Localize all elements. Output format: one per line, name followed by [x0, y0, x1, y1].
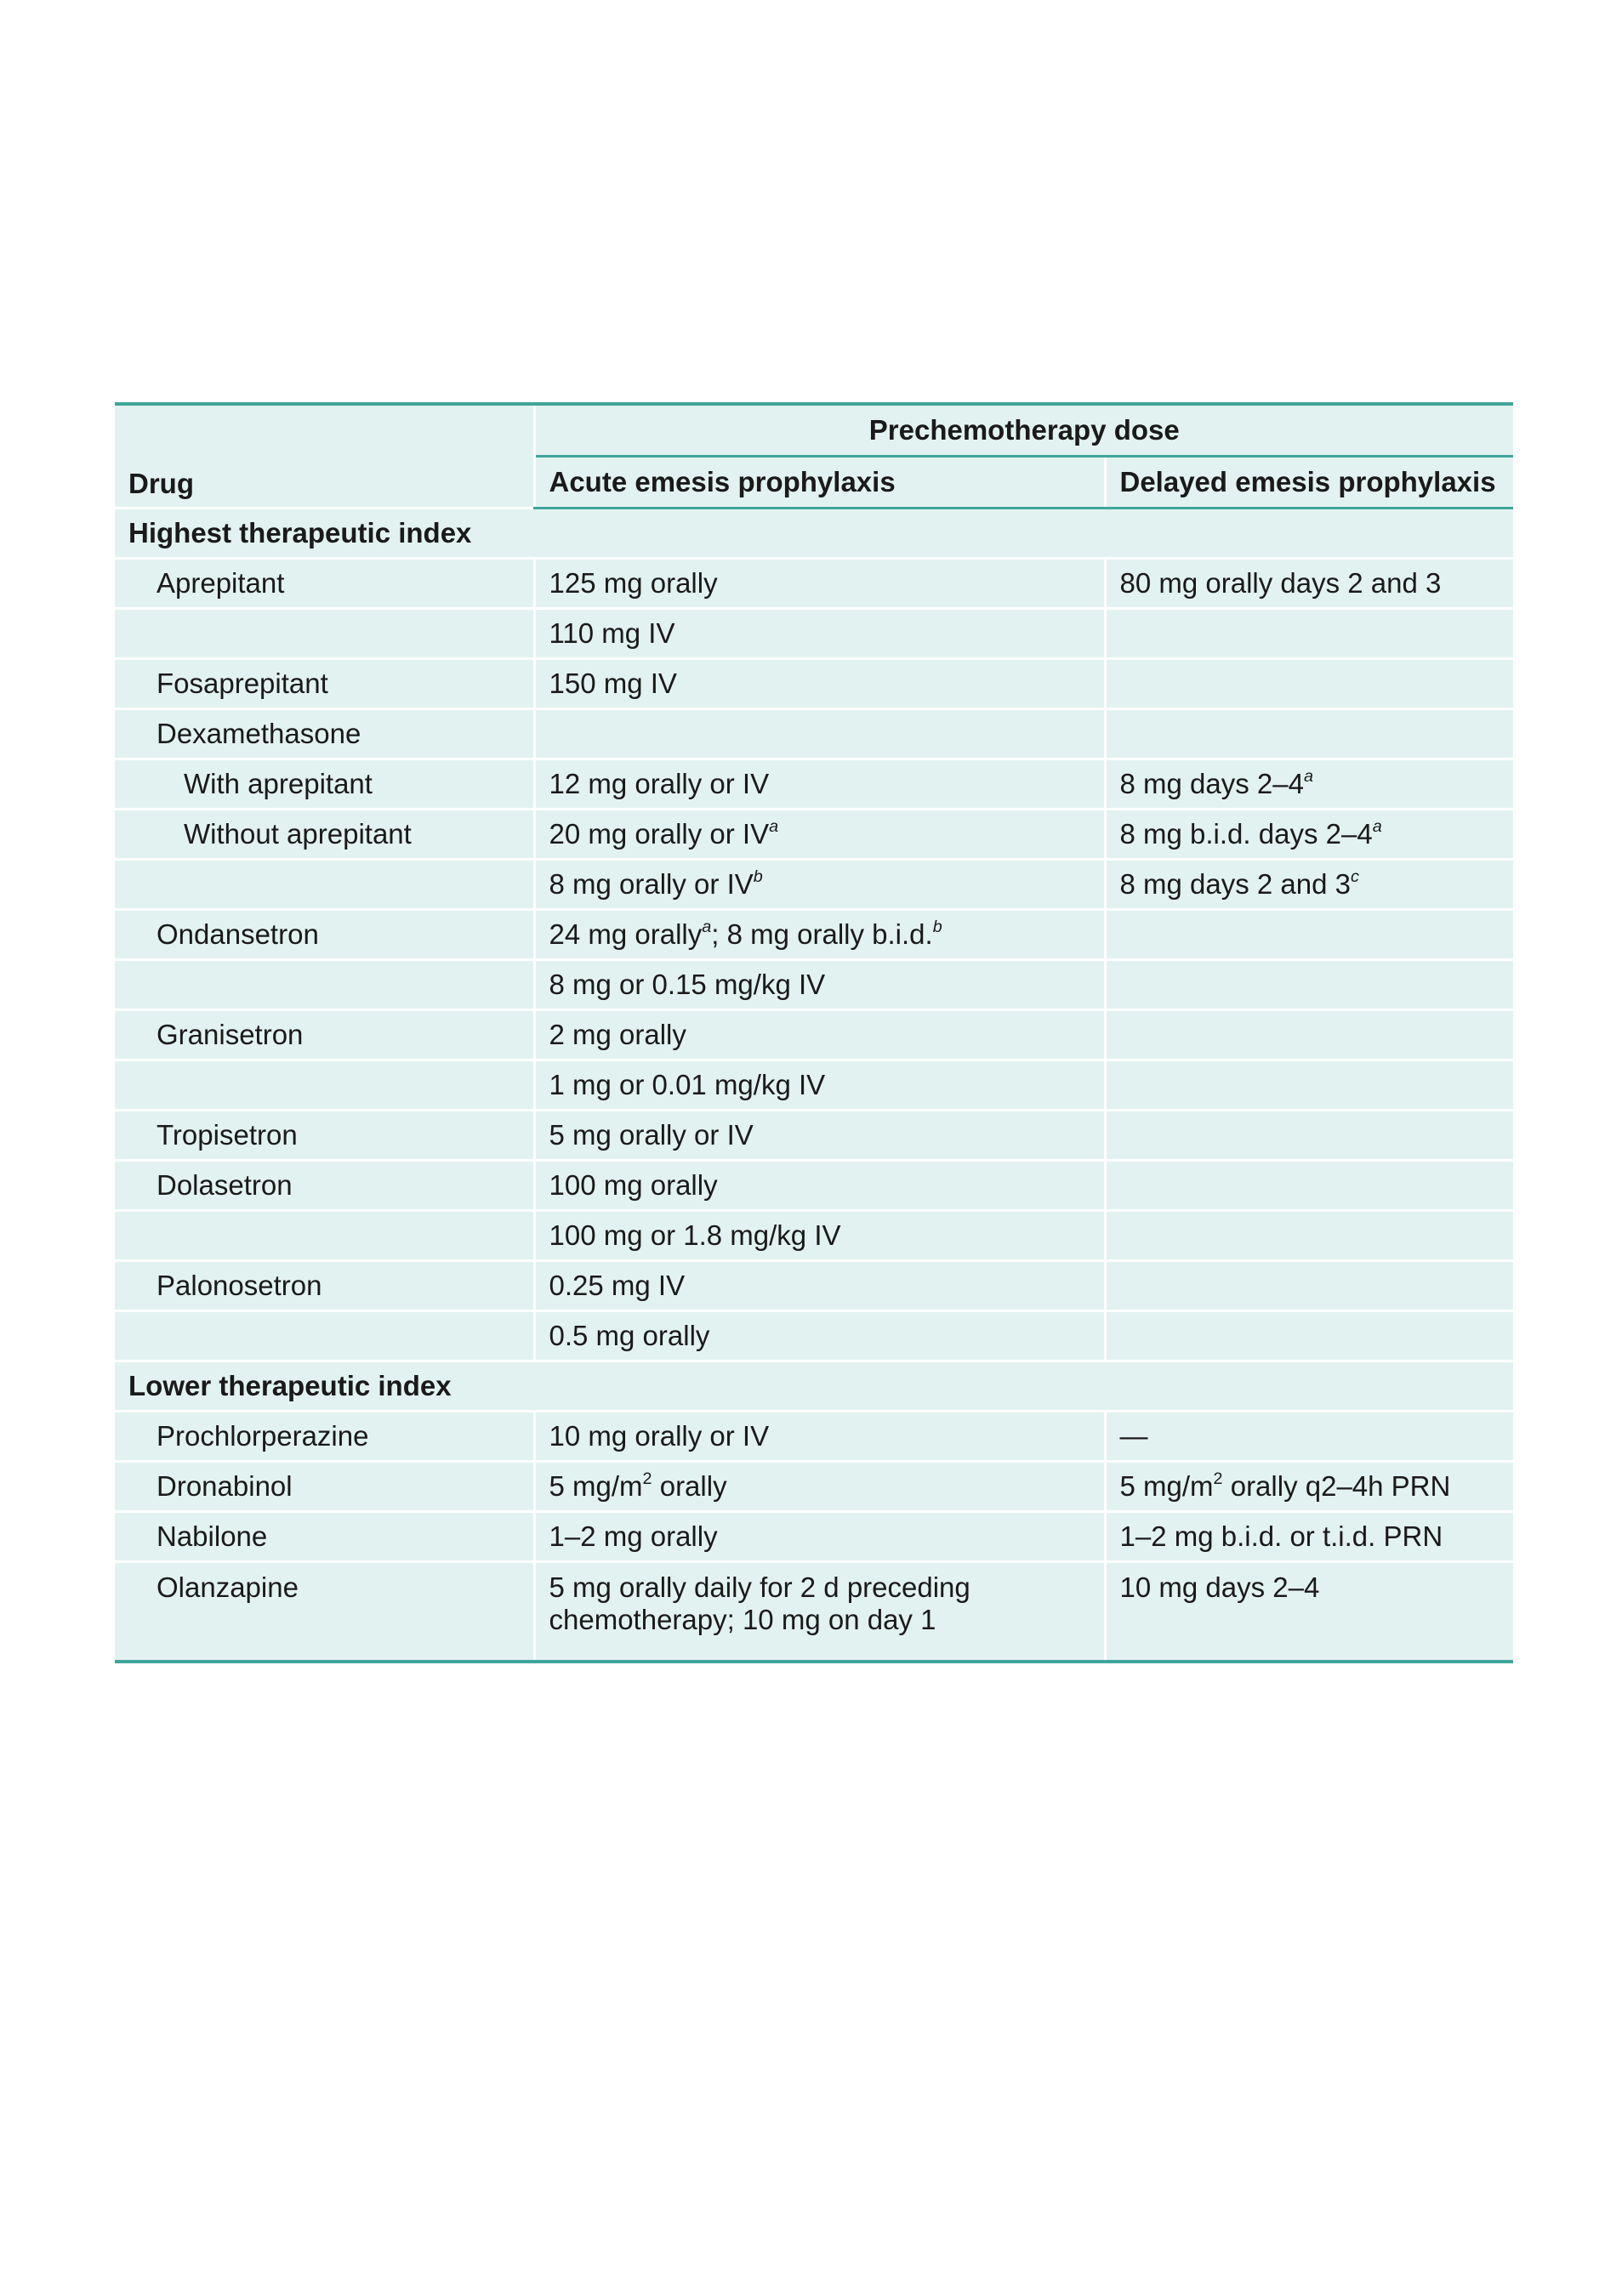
- acute-dose-text: 2 mg orally: [549, 1019, 686, 1051]
- drug-cell: [115, 1562, 534, 1662]
- drug-cell: [115, 910, 534, 960]
- acute-dose-text: 100 mg or 1.8 mg/kg IV: [549, 1219, 841, 1252]
- column-header-delayed: Delayed emesis prophylaxis: [1105, 457, 1513, 509]
- footnote-marker: a: [702, 918, 712, 937]
- acute-dose-cell: [534, 1512, 1105, 1562]
- footnote-marker: a: [1303, 767, 1313, 787]
- delayed-dose-text: 8 mg b.i.d. days 2–4: [1119, 818, 1373, 850]
- drug-cell: [115, 810, 534, 860]
- table-header-row: [115, 404, 1513, 457]
- acute-dose-cell: [534, 960, 1105, 1010]
- column-group-header: Prechemotherapy dose: [534, 404, 1513, 457]
- footnote-marker: b: [932, 918, 942, 937]
- drug-cell: [115, 1060, 534, 1111]
- section-title: Lower therapeutic index: [115, 1361, 1513, 1412]
- drug-cell: [115, 1412, 534, 1462]
- drug-cell: [115, 1111, 534, 1161]
- table-row: [115, 1111, 1513, 1161]
- table-body: [115, 509, 1513, 1662]
- acute-dose-cell: [534, 659, 1105, 709]
- delayed-dose-text: 5 mg/m: [1119, 1470, 1214, 1503]
- delayed-dose-cell: [1105, 1211, 1513, 1261]
- acute-dose-cell: [534, 1412, 1105, 1462]
- acute-dose-text: 8 mg or 0.15 mg/kg IV: [549, 969, 826, 1001]
- table-row: [115, 1010, 1513, 1060]
- drug-cell: [115, 1261, 534, 1311]
- table-row: [115, 1462, 1513, 1512]
- column-header-drug: Drug: [115, 404, 534, 509]
- delayed-dose-text: 1–2 mg b.i.d. or t.i.d. PRN: [1119, 1520, 1443, 1553]
- delayed-dose-cell: [1105, 659, 1513, 709]
- table-row: [115, 659, 1513, 709]
- table-row: [115, 1412, 1513, 1462]
- drug-name: Tropisetron: [157, 1119, 298, 1151]
- acute-dose-text: 8 mg orally or IV: [549, 868, 754, 901]
- drug-cell: [115, 860, 534, 910]
- drug-name: Prochlorperazine: [157, 1420, 369, 1452]
- drug-name: Fosaprepitant: [157, 668, 328, 700]
- delayed-dose-cell: [1105, 1060, 1513, 1111]
- table-row: [115, 559, 1513, 609]
- acute-dose-cell: [534, 1211, 1105, 1261]
- drug-cell: [115, 1512, 534, 1562]
- drug-name: Without aprepitant: [184, 818, 412, 850]
- drug-cell: [115, 759, 534, 810]
- acute-dose-text-continued: ; 8 mg orally b.i.d.: [711, 918, 933, 951]
- table-row: [115, 1211, 1513, 1261]
- acute-dose-text: 1 mg or 0.01 mg/kg IV: [549, 1069, 826, 1101]
- footnote-marker: a: [1372, 817, 1382, 837]
- drug-name: With aprepitant: [184, 768, 373, 800]
- acute-dose-text: 5 mg orally or IV: [549, 1119, 754, 1151]
- acute-dose-text: 5 mg orally daily for 2 d preceding chemotherapy; 10 mg on day 1: [549, 1571, 970, 1635]
- drug-cell: [115, 1010, 534, 1060]
- acute-dose-cell: [534, 709, 1105, 759]
- table-row: [115, 609, 1513, 659]
- delayed-dose-cell: [1105, 960, 1513, 1010]
- acute-dose-text: 0.5 mg orally: [549, 1320, 710, 1352]
- delayed-dose-text: 80 mg orally days 2 and 3: [1119, 567, 1442, 600]
- table-row: [115, 860, 1513, 910]
- table-row: [115, 960, 1513, 1010]
- delayed-dose-cell: [1105, 810, 1513, 860]
- acute-dose-cell: [534, 1562, 1105, 1662]
- table-row: [115, 1161, 1513, 1211]
- acute-dose-cell: [534, 1111, 1105, 1161]
- drug-name: Ondansetron: [157, 918, 319, 951]
- section-row: [115, 1361, 1513, 1412]
- section-row: [115, 509, 1513, 559]
- acute-dose-cell: [534, 1010, 1105, 1060]
- delayed-dose-cell: [1105, 1512, 1513, 1562]
- drug-name: Nabilone: [157, 1520, 268, 1553]
- acute-dose-cell: [534, 1060, 1105, 1111]
- delayed-dose-cell: [1105, 759, 1513, 810]
- drug-name: Palonosetron: [157, 1270, 322, 1302]
- acute-dose-cell: [534, 1261, 1105, 1311]
- acute-dose-cell: [534, 1462, 1105, 1512]
- acute-dose-text: 12 mg orally or IV: [549, 768, 770, 800]
- drug-cell: [115, 1462, 534, 1512]
- antiemetic-dose-table: [115, 402, 1513, 1663]
- delayed-dose-cell: [1105, 709, 1513, 759]
- delayed-dose-cell: [1105, 1261, 1513, 1311]
- acute-dose-text-continued: orally: [652, 1470, 727, 1503]
- drug-cell: [115, 709, 534, 759]
- column-header-acute: Acute emesis prophylaxis: [534, 457, 1105, 509]
- drug-name: Dexamethasone: [157, 718, 361, 750]
- delayed-dose-text: 8 mg days 2–4: [1119, 768, 1304, 800]
- acute-dose-cell: [534, 609, 1105, 659]
- footnote-marker: 2: [642, 1469, 652, 1489]
- section-title: Highest therapeutic index: [115, 509, 1513, 559]
- delayed-dose-cell: [1105, 910, 1513, 960]
- acute-dose-text: 100 mg orally: [549, 1169, 718, 1202]
- delayed-dose-text: 8 mg days 2 and 3: [1119, 868, 1352, 901]
- footnote-marker: c: [1351, 867, 1359, 887]
- acute-dose-cell: [534, 559, 1105, 609]
- drug-name: Dronabinol: [157, 1470, 293, 1503]
- table-row: [115, 1562, 1513, 1662]
- acute-dose-cell: [534, 910, 1105, 960]
- table-row: [115, 1261, 1513, 1311]
- delayed-dose-cell: [1105, 1161, 1513, 1211]
- acute-dose-text: 150 mg IV: [549, 668, 677, 700]
- table-row: [115, 1060, 1513, 1111]
- delayed-dose-text: —: [1119, 1420, 1148, 1452]
- delayed-dose-cell: [1105, 1562, 1513, 1662]
- drug-name: Aprepitant: [157, 567, 285, 600]
- delayed-dose-cell: [1105, 1111, 1513, 1161]
- acute-dose-text: 1–2 mg orally: [549, 1520, 718, 1553]
- drug-cell: [115, 1211, 534, 1261]
- delayed-dose-text-continued: orally q2–4h PRN: [1222, 1470, 1451, 1503]
- drug-cell: [115, 659, 534, 709]
- acute-dose-text: 10 mg orally or IV: [549, 1420, 770, 1452]
- table-row: [115, 1311, 1513, 1361]
- drug-cell: [115, 1161, 534, 1211]
- acute-dose-text: 125 mg orally: [549, 567, 718, 600]
- drug-name: Granisetron: [157, 1019, 304, 1051]
- acute-dose-cell: [534, 1161, 1105, 1211]
- drug-cell: [115, 960, 534, 1010]
- delayed-dose-cell: [1105, 860, 1513, 910]
- acute-dose-text: 24 mg orally: [549, 918, 703, 951]
- table-row: [115, 759, 1513, 810]
- acute-dose-cell: [534, 759, 1105, 810]
- drug-name: Dolasetron: [157, 1169, 293, 1202]
- delayed-dose-cell: [1105, 1412, 1513, 1462]
- drug-cell: [115, 609, 534, 659]
- acute-dose-text: 0.25 mg IV: [549, 1270, 686, 1302]
- acute-dose-cell: [534, 860, 1105, 910]
- delayed-dose-cell: [1105, 559, 1513, 609]
- delayed-dose-cell: [1105, 1462, 1513, 1512]
- table-row: [115, 709, 1513, 759]
- delayed-dose-cell: [1105, 1010, 1513, 1060]
- acute-dose-cell: [534, 810, 1105, 860]
- table-row: [115, 910, 1513, 960]
- drug-cell: [115, 1311, 534, 1361]
- delayed-dose-cell: [1105, 609, 1513, 659]
- acute-dose-text: 20 mg orally or IV: [549, 818, 770, 850]
- footnote-marker: a: [769, 817, 779, 837]
- acute-dose-cell: [534, 1311, 1105, 1361]
- acute-dose-text: 5 mg/m: [549, 1470, 643, 1503]
- footnote-marker: b: [753, 867, 763, 887]
- footnote-marker: 2: [1213, 1469, 1223, 1489]
- drug-cell: [115, 559, 534, 609]
- drug-name: Olanzapine: [157, 1571, 299, 1603]
- table-row: [115, 1512, 1513, 1562]
- acute-dose-text: 110 mg IV: [549, 617, 675, 650]
- delayed-dose-text: 10 mg days 2–4: [1119, 1571, 1320, 1603]
- delayed-dose-cell: [1105, 1311, 1513, 1361]
- table-row: [115, 810, 1513, 860]
